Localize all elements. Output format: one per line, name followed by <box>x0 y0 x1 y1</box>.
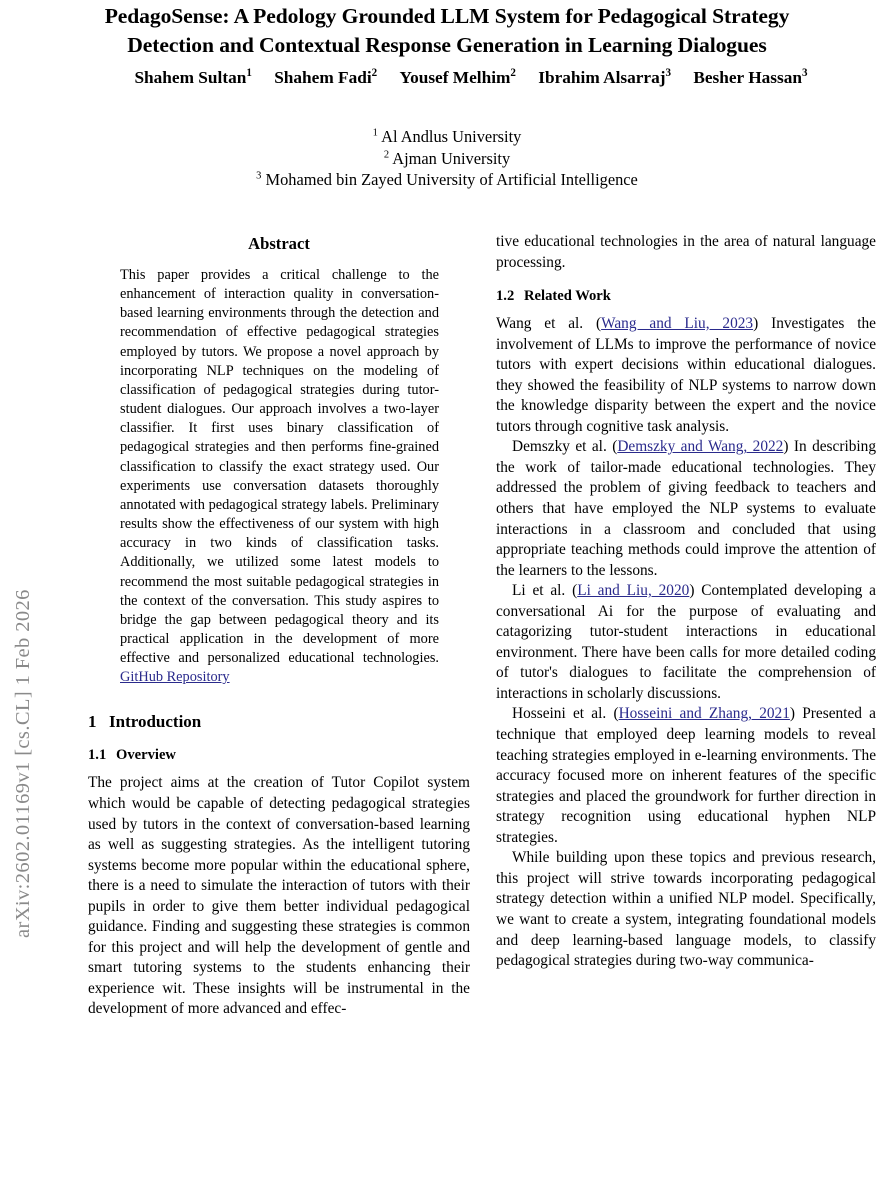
section-title: Introduction <box>109 712 202 732</box>
author-name: Shahem Fadi <box>274 68 372 87</box>
affiliation-marker: 1 <box>372 127 378 139</box>
affiliation-entry <box>62 126 832 148</box>
overview-paragraph: The project aims at the creation of Tutor Copilot system which would be capable of detecting pedagogical strategies used by tutors in the context of conversation-based learning as well as suggesting strategies. As the intelligent tutoring systems become more popular within the educational sphere, there is a need to simulate the interaction of tutors with their pupils in order to give them better individual pedagogical guidance. Finding and suggesting these strategies is common for this project and will help the development of gentle and smart tutoring systems to the students enhancing their experience wit. These insights will be instrumental in the development of more advanced and effec- <box>88 774 470 1018</box>
author-name: Ibrahim Alsarraj <box>538 68 666 87</box>
citation-lead: Demszky et al. ( <box>512 438 618 456</box>
author-name: Yousef Melhim <box>399 68 511 87</box>
related-work-paragraph <box>496 704 876 848</box>
affiliation-marker: 3 <box>256 170 262 182</box>
github-repository-link[interactable]: GitHub Repository <box>120 669 230 686</box>
citation-link[interactable]: Wang and Liu, 2023 <box>601 315 754 333</box>
abstract-heading: Abstract <box>248 234 310 253</box>
citation-rest: ) Contemplated developing a conversational Ai for the purpose of evaluating and catagorizing tutor-student interactions in educational environment. There have been calls for more detailed coding of tutor's dialogues to facilitate the comprehension of interactions in scholarly discussions. <box>496 582 876 702</box>
affiliation-entry <box>62 169 832 191</box>
subsection-title: Related Work <box>524 288 611 305</box>
citation-lead: Li et al. ( <box>512 582 578 600</box>
citation-lead: Hosseini et al. ( <box>512 705 619 723</box>
citation-rest: ) Presented a technique that employed deep learning models to reveal teaching strategies employed in e-learning environments. The accuracy focused more on inherent features of the specific strategies and placed the groundwork for further direction in strategy recognition using educational hyphen NLP strategies. <box>496 705 876 846</box>
author-entry <box>693 68 807 87</box>
citation-rest: ) Investigates the involvement of LLMs to improve the performance of novice tutors with expert decisions within educational dialogues. they showed the feasibility of NLP systems to narrow down the knowledge disparity between the expert and the novice tutors through cognitive task analysis. <box>496 315 876 435</box>
author-entry <box>400 68 516 87</box>
abstract-body <box>120 266 439 687</box>
column-right <box>496 232 876 972</box>
author-affiliation-marker: 2 <box>371 67 378 80</box>
affiliation-name: Ajman University <box>392 148 511 168</box>
author-affiliation-marker: 2 <box>510 67 516 80</box>
author-name: Besher Hassan <box>693 68 803 87</box>
affiliation-entry <box>62 148 832 170</box>
author-affiliation-marker: 3 <box>665 67 672 80</box>
arxiv-stamp: arXiv:2602.01169v1 [cs.CL] 1 Feb 2026 <box>11 589 34 938</box>
affiliation-marker: 2 <box>383 149 390 161</box>
abstract-text: This paper provides a critical challenge to the enhancement of interaction quality in conversation-based learning environments through the detection and recommendation of effective pedagogical strategies employed by tutors. We propose a novel approach by incorporating NLP techniques on the modeling of classification of pedagogical strategies during tutor-student dialogues. Our approach involves a two-layer classifier. It first uses binary classification of pedagogical strategies and then performs fine-grained classification to classify the exact strategy used. Our experiments use conversation datasets thoroughly annotated with pedagogical strategy labels. Preliminary results show the effectiveness of our system with high accuracy in two kinds of classification tasks. Additionally, we utilized some latest models to recommend the most suitable pedagogical strategies in the context of the conversation. This study aspires to bridge the gap between pedagogical theory and its practical application in the development of more effective and personalized educational technologies. <box>120 267 439 667</box>
citation-link[interactable]: Li and Liu, 2020 <box>577 582 690 600</box>
section-heading-introduction <box>88 711 470 732</box>
overview-paragraph-continued: tive educational technologies in the area of natural language processing. <box>496 233 876 271</box>
related-work-paragraph <box>496 437 876 581</box>
citation-link[interactable]: Hosseini and Zhang, 2021 <box>618 705 790 723</box>
subsection-heading-related-work <box>496 287 876 306</box>
related-work-paragraph <box>496 314 876 437</box>
affiliation-name: Al Andlus University <box>381 127 522 146</box>
author-affiliation-marker: 3 <box>802 67 808 80</box>
author-name: Shahem Sultan <box>134 68 247 87</box>
column-left <box>88 232 470 1020</box>
author-list <box>48 68 894 88</box>
author-entry <box>134 68 251 87</box>
subsection-title: Overview <box>116 747 176 764</box>
author-entry <box>274 68 377 87</box>
citation-rest: ) In describing the work of tailor-made educational technologies. They addressed the problem of giving feedback to teachers and others that have employed the NLP systems to evaluate interactions in a classroom and concluded that using appropriate teaching methods could improve the attention of the learners to the lessons. <box>496 438 876 579</box>
affiliation-list <box>62 126 832 191</box>
affiliation-name: Mohamed bin Zayed University of Artificial Intelligence <box>265 170 638 190</box>
subsection-number: 1.1 <box>88 747 107 764</box>
section-number: 1 <box>88 712 97 732</box>
page-title: PedagoSense: A Pedology Grounded LLM System for Pedagogical Strategy Detection and Contextual Response Generation in Learning Dialogues <box>104 4 790 57</box>
related-work-closing-paragraph: While building upon these topics and previous research, this project will strive towards incorporating pedagogical strategy detection within a unified NLP model. Specifically, we want to create a system, integrating foundational models and deep learning-based language models, to classify pedagogical strategies during two-way communica- <box>496 849 876 970</box>
author-entry <box>538 68 671 87</box>
related-work-paragraph <box>496 581 876 704</box>
subsection-number: 1.2 <box>496 288 515 305</box>
author-affiliation-marker: 1 <box>246 67 252 80</box>
citation-link[interactable]: Demszky and Wang, 2022 <box>617 438 784 456</box>
subsection-heading-overview <box>88 746 470 765</box>
citation-lead: Wang et al. ( <box>496 315 602 333</box>
